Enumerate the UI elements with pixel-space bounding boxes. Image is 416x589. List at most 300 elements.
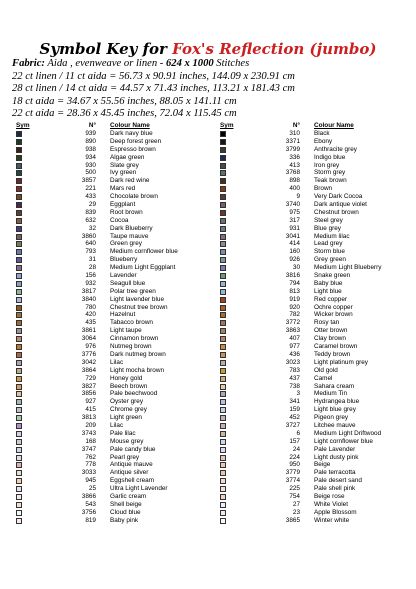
colour-swatch bbox=[220, 376, 226, 382]
colour-number: 793 bbox=[85, 248, 96, 256]
table-row bbox=[218, 351, 414, 359]
table-row bbox=[14, 406, 214, 414]
colour-number: 3064 bbox=[81, 335, 96, 343]
colour-name: Lead grey bbox=[314, 240, 343, 248]
table-row bbox=[218, 461, 414, 469]
size-line: 22 ct linen / 11 ct aida = 56.73 x 90.91 inches, 144.09 x 230.91 cm bbox=[12, 70, 295, 82]
colour-swatch bbox=[220, 257, 226, 263]
colour-name: Baby pink bbox=[110, 516, 139, 524]
colour-swatch bbox=[16, 360, 22, 366]
table-row bbox=[218, 367, 414, 375]
table-row bbox=[218, 248, 414, 256]
colour-swatch bbox=[16, 391, 22, 397]
colour-name: Teak brown bbox=[314, 177, 347, 185]
colour-number: 221 bbox=[85, 185, 96, 193]
colour-number: 3371 bbox=[285, 137, 300, 145]
colour-swatch bbox=[220, 320, 226, 326]
fabric-text: Aida , evenweave or linen - bbox=[44, 58, 166, 69]
colour-swatch bbox=[220, 281, 226, 287]
colour-swatch bbox=[220, 241, 226, 247]
colour-swatch bbox=[220, 328, 226, 334]
table-row bbox=[14, 240, 214, 248]
colour-number: 919 bbox=[289, 295, 300, 303]
colour-swatch bbox=[220, 265, 226, 271]
colour-swatch bbox=[16, 257, 22, 263]
colour-name: Slate grey bbox=[110, 161, 139, 169]
colour-number: 977 bbox=[289, 343, 300, 351]
table-row bbox=[14, 390, 214, 398]
colour-name: Teddy brown bbox=[314, 350, 351, 358]
colour-number: 160 bbox=[289, 248, 300, 256]
colour-number: 839 bbox=[85, 208, 96, 216]
colour-swatch bbox=[16, 470, 22, 476]
colour-number: 3776 bbox=[81, 350, 96, 358]
colour-name: Hazelnut bbox=[110, 311, 136, 319]
table-row bbox=[218, 414, 414, 422]
colour-name: Indigo blue bbox=[314, 153, 346, 161]
colour-swatch bbox=[16, 202, 22, 208]
colour-swatch bbox=[220, 336, 226, 342]
colour-swatch bbox=[16, 415, 22, 421]
colour-swatch bbox=[220, 470, 226, 476]
title-prefix: Symbol Key for bbox=[39, 40, 173, 58]
colour-number: 945 bbox=[85, 477, 96, 485]
table-row bbox=[218, 438, 414, 446]
table-row bbox=[218, 406, 414, 414]
colour-swatch bbox=[220, 462, 226, 468]
colour-swatch bbox=[16, 273, 22, 279]
colour-name: Grey green bbox=[314, 256, 346, 264]
colour-name: Oyster grey bbox=[110, 398, 144, 406]
colour-name: Polar tree green bbox=[110, 287, 156, 295]
table-row bbox=[14, 414, 214, 422]
colour-swatch bbox=[16, 186, 22, 192]
colour-swatch bbox=[16, 249, 22, 255]
table-row bbox=[14, 485, 214, 493]
table-row bbox=[14, 177, 214, 185]
table-row bbox=[218, 343, 414, 351]
colour-number: 794 bbox=[289, 279, 300, 287]
table-row bbox=[218, 256, 414, 264]
colour-name: Snake green bbox=[314, 272, 351, 280]
colour-name: Cinnamon brown bbox=[110, 335, 159, 343]
colour-number: 420 bbox=[85, 311, 96, 319]
table-row bbox=[14, 367, 214, 375]
table-row bbox=[218, 240, 414, 248]
table-row bbox=[218, 493, 414, 501]
colour-swatch bbox=[16, 305, 22, 311]
table-row bbox=[14, 193, 214, 201]
colour-name: Mars red bbox=[110, 185, 136, 193]
colour-name: Light dusty pink bbox=[314, 453, 359, 461]
table-row bbox=[218, 517, 414, 525]
table-row bbox=[218, 335, 414, 343]
colour-number: 3827 bbox=[81, 382, 96, 390]
colour-number: 729 bbox=[85, 374, 96, 382]
colour-name: Blue grey bbox=[314, 224, 341, 232]
table-row bbox=[14, 438, 214, 446]
table-row bbox=[218, 509, 414, 517]
colour-swatch bbox=[16, 439, 22, 445]
colour-swatch bbox=[16, 423, 22, 429]
table-row bbox=[218, 485, 414, 493]
colour-swatch bbox=[220, 415, 226, 421]
colour-number: 452 bbox=[289, 414, 300, 422]
colour-name: Chestnut tree brown bbox=[110, 303, 168, 311]
colour-name: Camel bbox=[314, 374, 333, 382]
colour-swatch bbox=[16, 462, 22, 468]
colour-name: Lilac bbox=[110, 421, 124, 429]
colour-swatch bbox=[16, 352, 22, 358]
colour-number: 782 bbox=[289, 311, 300, 319]
table-row bbox=[14, 217, 214, 225]
table-row bbox=[218, 430, 414, 438]
colour-name: Chrome grey bbox=[110, 406, 147, 414]
title-pattern-name: Fox's Reflection (jumbo) bbox=[172, 40, 377, 58]
colour-swatch bbox=[16, 478, 22, 484]
table-row bbox=[14, 469, 214, 477]
colour-number: 778 bbox=[85, 461, 96, 469]
colour-swatch bbox=[220, 431, 226, 437]
fabric-specs bbox=[12, 58, 412, 121]
header-number: N° bbox=[292, 122, 300, 129]
colour-number: 3856 bbox=[81, 390, 96, 398]
table-row bbox=[218, 217, 414, 225]
colour-name: Honey gold bbox=[110, 374, 143, 382]
table-row bbox=[14, 233, 214, 241]
colour-number: 407 bbox=[289, 335, 300, 343]
colour-number: 341 bbox=[289, 398, 300, 406]
table-row bbox=[218, 375, 414, 383]
table-row bbox=[218, 280, 414, 288]
colour-number: 168 bbox=[85, 437, 96, 445]
colour-number: 3799 bbox=[285, 145, 300, 153]
colour-name: Espresso brown bbox=[110, 145, 156, 153]
colour-swatch bbox=[220, 478, 226, 484]
stitch-count: 624 x 1000 bbox=[165, 58, 214, 69]
header-colour-name: Colour Name bbox=[314, 122, 354, 129]
colour-number: 738 bbox=[289, 382, 300, 390]
colour-name: Pearl grey bbox=[110, 453, 140, 461]
colour-swatch bbox=[220, 384, 226, 390]
colour-number: 543 bbox=[85, 500, 96, 508]
colour-swatch bbox=[220, 297, 226, 303]
colour-number: 754 bbox=[289, 492, 300, 500]
table-row bbox=[14, 311, 214, 319]
colour-swatch bbox=[220, 502, 226, 508]
colour-swatch bbox=[220, 178, 226, 184]
colour-swatch bbox=[16, 407, 22, 413]
table-row bbox=[14, 461, 214, 469]
table-row bbox=[14, 351, 214, 359]
colour-number: 3817 bbox=[81, 287, 96, 295]
table-row bbox=[218, 146, 414, 154]
colour-number: 437 bbox=[289, 374, 300, 382]
colour-number: 931 bbox=[289, 224, 300, 232]
colour-number: 32 bbox=[88, 224, 96, 232]
colour-number: 336 bbox=[289, 153, 300, 161]
table-row bbox=[218, 327, 414, 335]
colour-name: Deep forest green bbox=[110, 137, 162, 145]
table-row bbox=[218, 288, 414, 296]
colour-swatch bbox=[16, 518, 22, 524]
colour-number: 159 bbox=[289, 406, 300, 414]
colour-swatch bbox=[16, 502, 22, 508]
colour-number: 413 bbox=[289, 161, 300, 169]
colour-name: Lavender bbox=[110, 272, 137, 280]
table-row bbox=[218, 154, 414, 162]
colour-swatch bbox=[220, 202, 226, 208]
colour-swatch bbox=[16, 226, 22, 232]
colour-name: Cloud blue bbox=[110, 508, 141, 516]
table-row bbox=[218, 185, 414, 193]
colour-name: Light blue bbox=[314, 287, 342, 295]
table-row bbox=[218, 193, 414, 201]
colour-swatch bbox=[16, 163, 22, 169]
table-row bbox=[14, 343, 214, 351]
colour-number: 3865 bbox=[285, 516, 300, 524]
colour-name: Antique mauve bbox=[110, 461, 153, 469]
colour-swatch bbox=[16, 170, 22, 176]
colour-name: Medium lilac bbox=[314, 232, 350, 240]
table-row bbox=[14, 422, 214, 430]
header-sym: Sym bbox=[16, 122, 30, 129]
colour-number: 934 bbox=[85, 153, 96, 161]
colour-name: Light cornflower blue bbox=[314, 437, 373, 445]
colour-swatch bbox=[16, 194, 22, 200]
colour-swatch bbox=[16, 297, 22, 303]
colour-name: Taupe mauve bbox=[110, 232, 149, 240]
colour-swatch bbox=[16, 241, 22, 247]
colour-swatch bbox=[16, 510, 22, 516]
colour-number: 890 bbox=[85, 137, 96, 145]
colour-swatch bbox=[220, 289, 226, 295]
colour-number: 819 bbox=[85, 516, 96, 524]
colour-swatch bbox=[220, 455, 226, 461]
colour-swatch bbox=[220, 163, 226, 169]
table-row bbox=[218, 162, 414, 170]
table-row bbox=[14, 375, 214, 383]
colour-number: 3747 bbox=[81, 445, 96, 453]
colour-swatch bbox=[220, 391, 226, 397]
colour-swatch bbox=[16, 131, 22, 137]
colour-name: Light lavender blue bbox=[110, 295, 165, 303]
table-row bbox=[218, 398, 414, 406]
table-row bbox=[14, 327, 214, 335]
table-row bbox=[218, 130, 414, 138]
colour-number: 30 bbox=[292, 264, 300, 272]
colour-name: Winter white bbox=[314, 516, 350, 524]
colour-swatch bbox=[220, 305, 226, 311]
size-line: 22 ct aida = 28.36 x 45.45 inches, 72.04 x 115.45 cm bbox=[12, 108, 237, 120]
table-row bbox=[14, 146, 214, 154]
colour-swatch bbox=[220, 186, 226, 192]
colour-number: 3740 bbox=[285, 201, 300, 209]
key-column-right bbox=[218, 122, 414, 525]
colour-swatch bbox=[16, 494, 22, 500]
colour-number: 31 bbox=[88, 256, 96, 264]
colour-number: 3864 bbox=[81, 366, 96, 374]
colour-swatch bbox=[16, 336, 22, 342]
colour-name: Brown bbox=[314, 185, 333, 193]
colour-number: 9 bbox=[296, 193, 300, 201]
table-row bbox=[14, 288, 214, 296]
colour-name: Eggshell cream bbox=[110, 477, 155, 485]
colour-number: 157 bbox=[289, 437, 300, 445]
table-row bbox=[14, 501, 214, 509]
colour-number: 3866 bbox=[81, 492, 96, 500]
table-row bbox=[218, 422, 414, 430]
colour-name: Dark antique violet bbox=[314, 201, 367, 209]
colour-name: Dark Blueberry bbox=[110, 224, 153, 232]
table-row bbox=[218, 311, 414, 319]
header-colour-name: Colour Name bbox=[110, 122, 150, 129]
table-row bbox=[218, 138, 414, 146]
colour-name: Dark navy blue bbox=[110, 130, 153, 137]
colour-swatch bbox=[220, 447, 226, 453]
colour-number: 156 bbox=[85, 272, 96, 280]
colour-name: Red copper bbox=[314, 295, 348, 303]
table-row bbox=[218, 209, 414, 217]
colour-name: Mouse grey bbox=[110, 437, 144, 445]
colour-number: 762 bbox=[85, 453, 96, 461]
table-row bbox=[218, 304, 414, 312]
colour-name: Beige rose bbox=[314, 492, 345, 500]
table-row bbox=[14, 509, 214, 517]
colour-number: 632 bbox=[85, 216, 96, 224]
table-row bbox=[14, 359, 214, 367]
colour-swatch bbox=[16, 178, 22, 184]
colour-swatch bbox=[220, 273, 226, 279]
colour-name: Medium Light Blueberry bbox=[314, 264, 382, 272]
colour-number: 436 bbox=[289, 350, 300, 358]
colour-swatch bbox=[16, 155, 22, 161]
colour-name: Steel grey bbox=[314, 216, 343, 224]
colour-number: 3042 bbox=[81, 358, 96, 366]
colour-name: Chocolate brown bbox=[110, 193, 158, 201]
colour-number: 3033 bbox=[81, 469, 96, 477]
colour-number: 640 bbox=[85, 240, 96, 248]
table-row bbox=[218, 177, 414, 185]
colour-name: Dark nutmeg brown bbox=[110, 350, 166, 358]
colour-number: 433 bbox=[85, 193, 96, 201]
table-row bbox=[218, 319, 414, 327]
table-row bbox=[14, 446, 214, 454]
colour-number: 938 bbox=[85, 145, 96, 153]
colour-swatch bbox=[16, 328, 22, 334]
colour-swatch bbox=[16, 399, 22, 405]
colour-swatch bbox=[220, 249, 226, 255]
colour-number: 780 bbox=[85, 303, 96, 311]
colour-name: Root brown bbox=[110, 208, 143, 216]
colour-swatch bbox=[16, 281, 22, 287]
colour-swatch bbox=[220, 439, 226, 445]
colour-swatch bbox=[220, 194, 226, 200]
colour-swatch bbox=[16, 447, 22, 453]
table-row bbox=[14, 264, 214, 272]
colour-number: 415 bbox=[85, 406, 96, 414]
table-row bbox=[14, 130, 214, 138]
colour-name: Pale terracotta bbox=[314, 469, 356, 477]
colour-number: 500 bbox=[85, 169, 96, 177]
colour-swatch bbox=[16, 376, 22, 382]
colour-swatch bbox=[220, 218, 226, 224]
colour-swatch bbox=[220, 226, 226, 232]
colour-number: 3860 bbox=[81, 232, 96, 240]
colour-swatch bbox=[16, 218, 22, 224]
colour-name: Storm grey bbox=[314, 169, 346, 177]
colour-name: Anthracite grey bbox=[314, 145, 357, 153]
table-row bbox=[14, 248, 214, 256]
colour-number: 310 bbox=[289, 130, 300, 137]
table-row bbox=[218, 264, 414, 272]
colour-number: 920 bbox=[289, 303, 300, 311]
colour-number: 6 bbox=[296, 429, 300, 437]
colour-swatch bbox=[16, 139, 22, 145]
colour-number: 3816 bbox=[285, 272, 300, 280]
colour-number: 3727 bbox=[285, 421, 300, 429]
header-number: N° bbox=[88, 122, 96, 129]
table-row bbox=[14, 272, 214, 280]
colour-name: Pale lilac bbox=[110, 429, 136, 437]
table-row bbox=[14, 256, 214, 264]
colour-name: Old gold bbox=[314, 366, 338, 374]
colour-name: Pale desert sand bbox=[314, 477, 362, 485]
colour-name: Pale shell pink bbox=[314, 485, 356, 493]
colour-swatch bbox=[220, 155, 226, 161]
colour-number: 3041 bbox=[285, 232, 300, 240]
colour-name: Otter brown bbox=[314, 327, 348, 335]
colour-name: Medium cornflower blue bbox=[110, 248, 178, 256]
table-row bbox=[218, 169, 414, 177]
table-row bbox=[218, 390, 414, 398]
colour-number: 23 bbox=[292, 508, 300, 516]
colour-name: Medium Tin bbox=[314, 390, 348, 398]
colour-name: Ultra Light Lavender bbox=[110, 485, 168, 493]
header-sym: Sym bbox=[220, 122, 234, 129]
stitch-suffix: Stitches bbox=[213, 58, 250, 69]
colour-swatch bbox=[16, 368, 22, 374]
table-row bbox=[14, 477, 214, 485]
table-row bbox=[218, 272, 414, 280]
colour-swatch bbox=[220, 131, 226, 137]
colour-name: Nutmeg brown bbox=[110, 343, 152, 351]
colour-name: Light mocha brown bbox=[110, 366, 164, 374]
colour-number: 224 bbox=[289, 453, 300, 461]
colour-swatch bbox=[220, 368, 226, 374]
colour-name: Lilac bbox=[110, 358, 124, 366]
colour-number: 435 bbox=[85, 319, 96, 327]
colour-number: 3774 bbox=[285, 477, 300, 485]
colour-swatch bbox=[16, 312, 22, 318]
colour-number: 317 bbox=[289, 216, 300, 224]
colour-name: Very Dark Cocoa bbox=[314, 193, 363, 201]
colour-number: 225 bbox=[289, 485, 300, 493]
table-row bbox=[218, 201, 414, 209]
column-header bbox=[218, 122, 414, 130]
colour-swatch bbox=[16, 234, 22, 240]
rows-left bbox=[14, 130, 214, 525]
colour-swatch bbox=[220, 510, 226, 516]
colour-name: Wicker brown bbox=[314, 311, 353, 319]
table-row bbox=[14, 225, 214, 233]
colour-name: Green grey bbox=[110, 240, 142, 248]
colour-swatch bbox=[220, 210, 226, 216]
table-row bbox=[14, 296, 214, 304]
fabric-line bbox=[12, 58, 412, 71]
rows-right bbox=[218, 130, 414, 525]
colour-number: 898 bbox=[289, 177, 300, 185]
